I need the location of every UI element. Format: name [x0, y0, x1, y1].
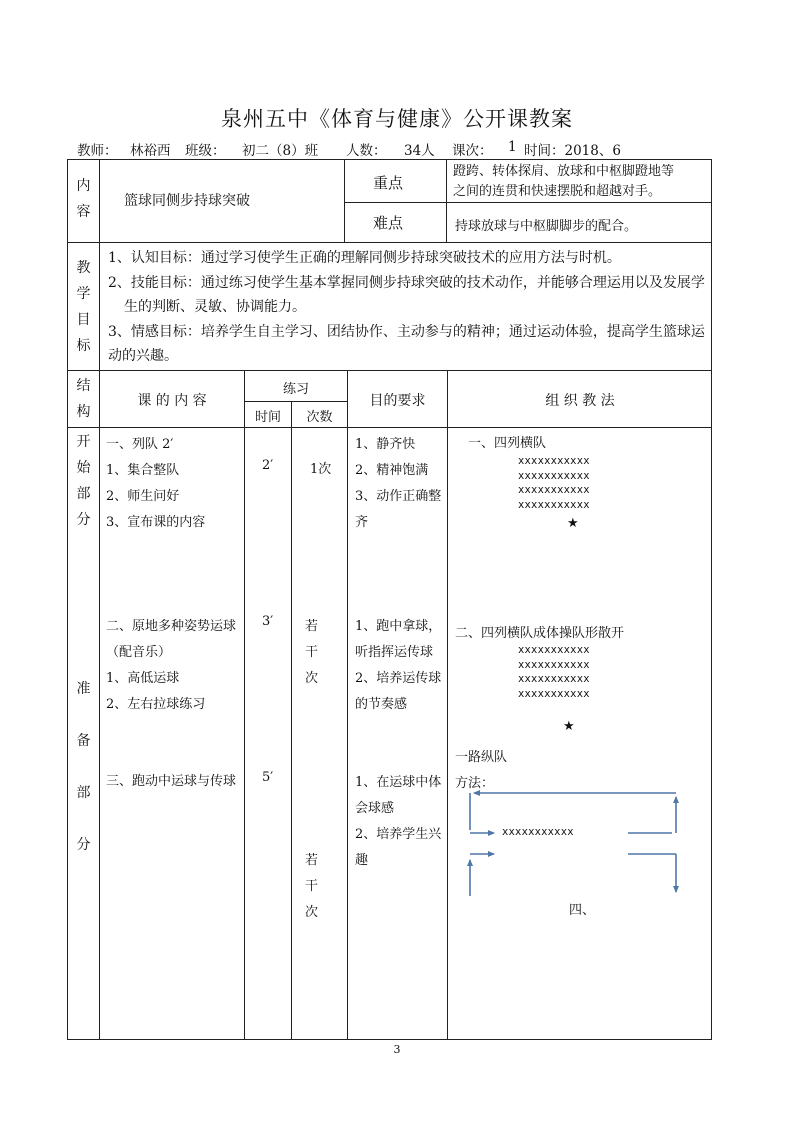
formation-row: xxxxxxxxxxx	[518, 658, 590, 671]
block3-content: 三、跑动中运球与传球	[106, 774, 237, 789]
method-header: 组 织 教 法	[545, 393, 615, 409]
teacher-label: 教师：	[77, 143, 118, 159]
key-point-label: 重点	[373, 174, 404, 192]
time-label: 时间：2018、6	[524, 143, 621, 159]
time-header: 时间	[254, 410, 281, 425]
method-label: 方法：	[455, 776, 495, 791]
content-header: 课 的 内 容	[137, 393, 207, 409]
formation-row: xxxxxxxxxxx	[518, 455, 590, 467]
content-item: 2、师生问好	[106, 489, 180, 504]
objective-line: 动的兴趣。	[108, 348, 178, 364]
block2-method-title: 二、四列横队成体操队形散开	[455, 626, 625, 641]
goal-item: 3、动作正确整	[355, 489, 442, 504]
lesson-topic: 篮球同侧步持球突破	[124, 193, 250, 209]
goals-header: 目的要求	[369, 393, 426, 409]
objective-line: 3、情感目标：培养学生自主学习、团结协作、主动参与的精神；通过运动体验，提高学生篮球运	[108, 323, 705, 340]
goal-item: 2、精神饱满	[355, 463, 429, 478]
content-item: 3、宣布课的内容	[106, 515, 206, 530]
formation-row: xxxxxxxxxxx	[518, 687, 590, 700]
block1-method-title: 一、四列横队	[468, 436, 547, 451]
page-title: 泉州五中《体育与健康》公开课教案	[221, 107, 573, 131]
block3-times: 若 干 次	[305, 853, 319, 920]
goal-item: 趣	[355, 853, 369, 868]
page-number: 3	[393, 1043, 401, 1056]
prep-section-label: 准 备 部 分	[76, 681, 91, 853]
goal-item: 1、跑中拿球，	[355, 619, 442, 634]
goal-item: 2、培养学生兴	[355, 827, 442, 842]
lesson-label: 课次：	[452, 143, 493, 159]
goal-item: 1、在运球中体	[355, 775, 442, 790]
content-item: 1、集合整队	[106, 463, 180, 478]
goal-item: 听指挥运传球	[355, 645, 434, 660]
content-item: 一、列队 2′	[106, 437, 174, 452]
block3-time: 5′	[262, 770, 274, 785]
block2-times: 若 干 次	[305, 619, 319, 686]
start-section-label: 开 始 部 分	[76, 434, 91, 528]
teacher-star-icon: ★	[563, 719, 575, 734]
goal-item: 1、静齐快	[355, 437, 416, 452]
objective-line: 生的判断、灵敏、协调能力。	[124, 299, 306, 315]
goal-item: 2、培养运传球	[355, 671, 442, 686]
goal-item: 的节奏感	[355, 697, 408, 712]
goal-item: 齐	[355, 515, 369, 530]
class-name: 初二（8）班	[242, 143, 319, 159]
column-formation-label: 一路纵队	[455, 750, 508, 765]
practice-header: 练习	[282, 382, 309, 397]
class-label: 班级：	[185, 143, 226, 159]
formation-row: xxxxxxxxxxx	[518, 644, 590, 656]
structure-header: 结 构	[76, 378, 91, 420]
teacher-star-icon: ★	[567, 516, 579, 531]
objective-line: 1、认知目标：通过学习使学生正确的理解同侧步持球突破技术的应用方法与时机。	[108, 250, 621, 266]
block2-time: 3′	[262, 614, 274, 629]
block1-times: 1次	[310, 462, 332, 477]
difficulty-text: 持球放球与中枢脚脚步的配合。	[455, 219, 638, 234]
times-header: 次数	[306, 410, 333, 425]
count-label: 人数：	[346, 143, 387, 159]
block1-time: 2′	[262, 458, 274, 473]
difficulty-label: 难点	[373, 214, 404, 232]
content-item: 二、原地多种姿势运球	[106, 619, 237, 634]
lesson-value: 1	[508, 139, 517, 155]
objectives-label: 教 学 目 标	[76, 260, 91, 354]
goal-item: 会球感	[355, 801, 395, 816]
content-item: （配音乐）	[106, 645, 172, 660]
section-four-label: 四、	[569, 903, 596, 918]
formation-row: xxxxxxxxxxx	[518, 498, 590, 511]
key-point-text: 蹬跨、转体探肩、放球和中枢脚蹬地等 之间的连贯和快速摆脱和超越对手。	[453, 164, 675, 199]
objective-line: 2、技能目标：通过练习使学生基本掌握同侧步持球突破的技术动作，并能够合理运用以及发展学	[108, 274, 705, 291]
formation-row: xxxxxxxxxxx	[518, 484, 590, 496]
teacher-name: 林裕西	[130, 143, 171, 159]
count-value: 34人	[404, 143, 435, 159]
content-item: 1、高低运球	[106, 671, 180, 686]
content-label: 内 容	[76, 178, 91, 220]
content-item: 2、左右拉球练习	[106, 697, 206, 712]
formation-row: xxxxxxxxxxx	[518, 673, 590, 685]
formation-row: xxxxxxxxxxx	[518, 469, 590, 482]
drill-row: xxxxxxxxxxx	[502, 826, 574, 838]
